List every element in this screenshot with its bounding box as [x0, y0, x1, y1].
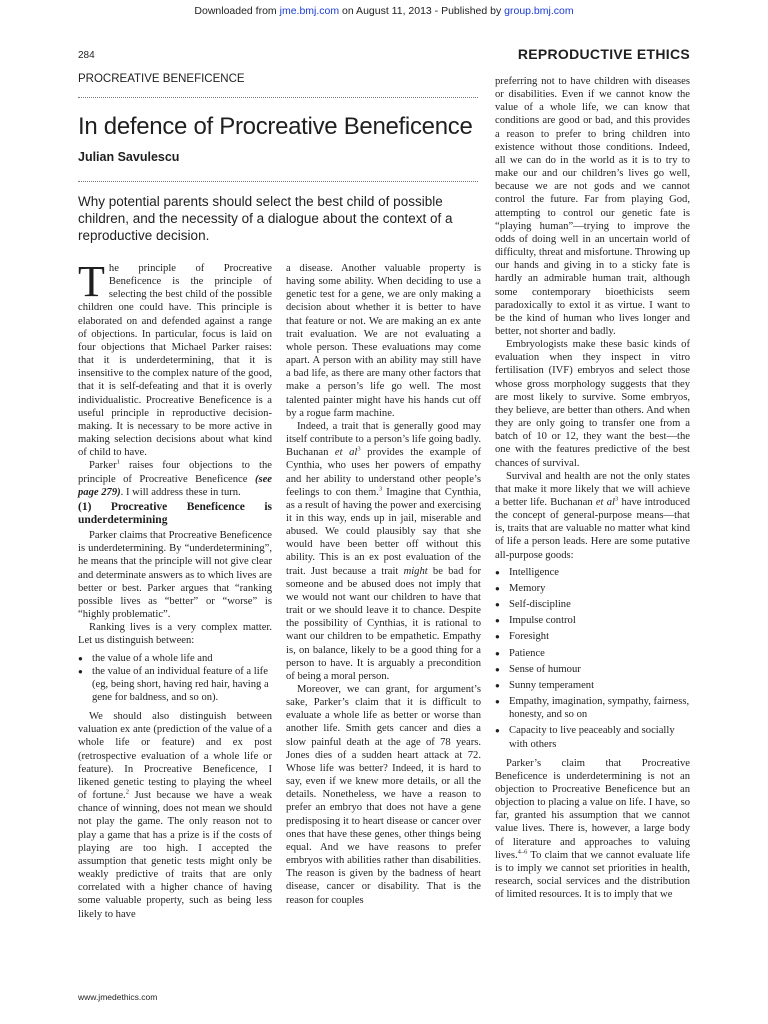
- column-1: [78, 257, 273, 921]
- publisher-link[interactable]: group.bmj.com: [504, 5, 574, 17]
- citation-ref: 3: [614, 495, 619, 503]
- text-run: raises four objections to the principle of Procreative Beneficence: [78, 460, 272, 485]
- author-name: Julian Savulescu: [78, 150, 180, 164]
- list-item: ● the value of an individual feature of a life (eg, being short, having red hair, having a gene for baldness, and so on).: [78, 665, 272, 704]
- list-item: ● Impulse control: [495, 614, 690, 627]
- list-item: ● Memory: [495, 582, 690, 595]
- list-item: ● the value of a whole life and: [78, 652, 272, 665]
- dotted-divider-abstract: [78, 181, 478, 182]
- citation-ref: 4–6: [517, 848, 528, 856]
- citation-ref: 2: [125, 788, 129, 796]
- text-run: provides the example of Cynthia, who uses her powers of empathy and her ability to understand other people’s feelings to con them.: [286, 447, 481, 498]
- list-item: ● Self-discipline: [495, 598, 690, 611]
- text-run: Indeed, a trait that is generally good may itself contribute to a person’s life going badly. Buchanan: [286, 420, 481, 459]
- paragraph: [78, 710, 272, 921]
- paragraph: Parker claims that Procreative Beneficence is underdetermining. By “underdetermining”, he means that the principle will not give clear and determinate answers as to which lives are better or best. Parker argues that “ranking possible lives as “better” or “worse” is “highly problematic”.: [78, 530, 272, 621]
- section-label: PROCREATIVE BENEFICENCE: [78, 73, 245, 85]
- citation-ref: 3: [378, 485, 383, 493]
- text-run: Imagine that Cynthia, as a result of having the power and exercising it in this way, ends up in jail, miserable and abused. We could plausibly say that she would have been better off without this ability. This is an ex post evaluation of the trait. Just because a trait: [286, 486, 481, 577]
- journal-site-link[interactable]: jme.bmj.com: [279, 5, 340, 17]
- banner-middle: on August 11, 2013 - Published by: [339, 5, 505, 17]
- distinction-list: [78, 652, 272, 705]
- list-item: ● Patience: [495, 647, 690, 660]
- text-run: . I will address these in turn.: [120, 486, 241, 498]
- citation-ref: 1: [116, 458, 120, 466]
- text-run: Survival and health are not the only states that make it more likely that we will achieve a better life. Buchanan: [495, 470, 690, 508]
- text-run-italic: might: [403, 565, 428, 577]
- list-item: ● Sense of humour: [495, 663, 690, 676]
- text-run: To claim that we cannot evaluate life is to imply we cannot set priorities in health, research, social services and the distribution of limited resources. It is to imply that we: [495, 849, 690, 901]
- list-item: ● Intelligence: [495, 566, 690, 579]
- all-purpose-goods-list: [495, 566, 690, 751]
- text-run: We should also distinguish between valuation ex ante (prediction of the value of a whole life or feature) and ex post (retrospective evaluation of a whole life or feature). In Procreative Beneficence, I likened genetic testing to playing the wheel of fortune.: [78, 711, 272, 802]
- paragraph: Embryologists make these basic kinds of evaluation when they inspect in vitro fertilisation (IVF) embryos and select those whose gross morphology suggests that they are most likely to survive. Some embryos, they believe, are better than others. And when they are only going to transfer one from a batch of 10 or 12, they want the best—the one with the features predictive of the best chances of survival.: [495, 339, 690, 469]
- column-2: [286, 262, 481, 907]
- journal-url-footer: www.jmedethics.com: [78, 992, 158, 1002]
- paragraph: Moreover, we can grant, for argument’s sake, Parker’s claim that it is difficult to evaluate a whole life as better or worse than another life. Smith gets cancer and dies a slow painful death at the age of 78 years. Jones dies of a sudden heart attack at 72. Whose life was better? Indeed, it is hard to say, even if we knew more details, or all the details. Nonetheless, we have a reason to prefer an embryo that does not have a gene predisposing it to heart disease or cancer over ones that have these genes, other things being equal. And we have reasons to prefer embryos with abilities rather than disabilities. The reason is given by the badness of heart disease, cancer or disability. That is the reason for couples: [286, 684, 481, 906]
- article-title: In defence of Procreative Beneficence: [78, 113, 473, 140]
- text-run: Parker: [89, 460, 117, 472]
- download-banner: [0, 5, 768, 17]
- text-run: have introduced the concept of general-purpose means—that is, traits that are valuable no matter what kind of life a person leads. Here are some putative all-purpose goods:: [495, 497, 690, 561]
- page-number: 284: [78, 50, 95, 61]
- citation-ref: 3: [357, 445, 361, 453]
- list-item: ● Capacity to live peaceably and socially with others: [495, 724, 690, 750]
- abstract: Why potential parents should select the best child of possible children, and the necessity of a dialogue about the context of a reproductive decision.: [78, 194, 453, 243]
- text-run-italic: et al: [595, 497, 615, 508]
- cross-reference: (see page 279): [78, 473, 272, 498]
- paragraph: preferring not to have children with diseases or disabilities. Even if we cannot know the value of a whole life, we can know that conditions are good or bad, and this provides a reason to prefer to bring children into existence without those conditions. Indeed, all we can do in the world as it is to try to make our and our children’s lives go well, because we are not gods and we cannot control the future. Far from playing God, attempting to control our genetic fate is “playing human”—trying to improve the odds of doing well in an uncertain world of difficulty, threat and misfortune. Throwing up our hands and giving in to a sticky fate is hardly an admirable human trait, although some contemporary bioethicists seem paradoxically to extol it as virtue. I want to be the kind of human who lives longer and better, not shorter and badly.: [495, 76, 690, 337]
- text-run-italic: et al: [334, 447, 358, 459]
- paragraph: a disease. Another valuable property is having some ability. When deciding to use a genetic test for a gene, we are only making a decision about whether it is better to have that feature or not. We are making an ex ante trait evaluation. We are not evaluating a whole person. These evaluations may come apart. A person with an ability may still have a bad life, as there are many other factors that make a person’s life go well. The most talented painter might have his hands cut off by a rogue farm machine.: [286, 263, 481, 419]
- paragraph: [286, 420, 481, 683]
- subheading-underdetermining: (1) Procreative Beneficence is underdetermining: [78, 500, 272, 526]
- text-run: Parker’s claim that Procreative Beneficence is underdetermining is not an objection to Procreative Beneficence but an objection to placing a value on life. I have, so far, granted his assumption that we cannot value lives. There is, however, a large body of literature and approaches to valuing lives.: [495, 757, 690, 861]
- dotted-divider-top: [78, 97, 478, 98]
- text-run: be bad for someone and be abused does not imply that we would not want our children to have that trait or we should leave it to chance. Despite the possibility of Cynthias, it is rational to want our children to be empathetic. Empathy is, on balance, likely to be a good thing for a person to have. It is arguably a precondition of being a moral person.: [286, 565, 481, 682]
- paragraph: Ranking lives is a very complex matter. Let us distinguish between:: [78, 622, 272, 647]
- paragraph: [78, 459, 272, 498]
- list-item: ● Foresight: [495, 630, 690, 643]
- text-run: Just because we have a weak chance of winning, does not mean we should not play the game. The only reason not to play a game that has a prize is if the costs of playing are too high. I accepted the assumption that genetic tests might only be weakly predictive of traits that are only correlated with a higher chance of having some valuable property, such as being less likely to have: [78, 790, 273, 920]
- paragraph: [495, 757, 690, 902]
- list-item: ● Sunny temperament: [495, 679, 690, 692]
- drop-cap: T: [78, 257, 105, 306]
- paragraph: [495, 470, 690, 562]
- intro-paragraph: [78, 257, 272, 459]
- running-head: REPRODUCTIVE ETHICS: [517, 46, 690, 62]
- column-3: [495, 75, 690, 901]
- banner-prefix: Downloaded from: [194, 5, 280, 17]
- list-item: ● Empathy, imagination, sympathy, fairness, honesty, and so on: [495, 695, 690, 721]
- intro-text: he principle of Procreative Beneficence is the principle of selecting the best child of the possible children one could have. This principle is elaborated on and defended against a range of objections. In particular, focus is laid on four objections that Michael Parker raises: that it is underdetermining, that it is insensitive to the complex nature of the good, that it is self-defeating and that it is overly individualistic. Procreative Beneficence is a useful principle in reproductive decision-making. It is necessary to be more active in making selection decisions about what kind of child to have.: [78, 263, 272, 459]
